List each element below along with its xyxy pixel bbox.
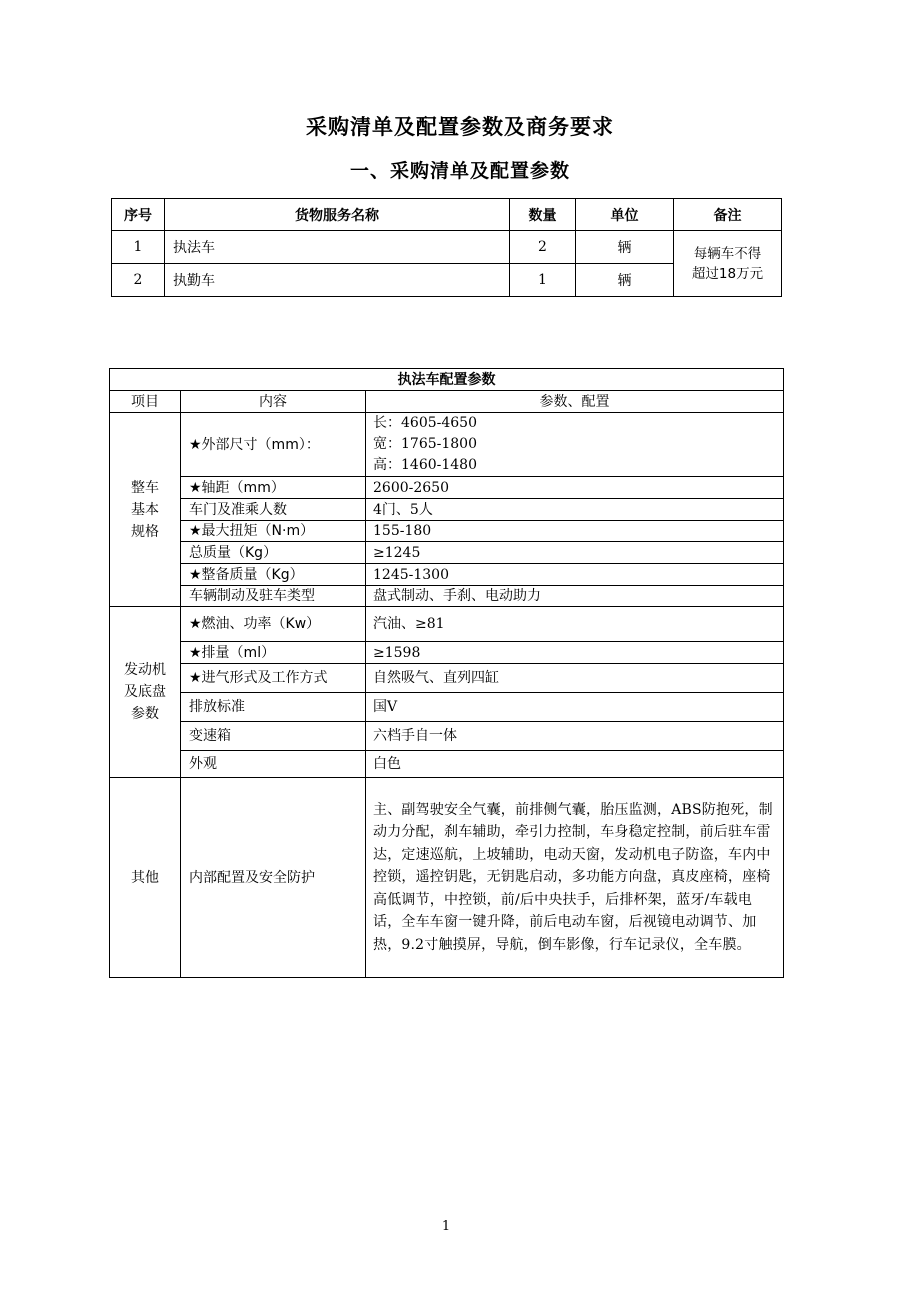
group-label-engine-chassis: 发动机 及底盘 参数 [110,607,181,778]
table-row [112,231,782,264]
table-row [110,413,784,477]
table-row [110,722,784,751]
item-cell: ★整备质量（Kg） [181,564,366,586]
item-cell: 内部配置及安全防护 [181,778,366,978]
quantity-cell: 2 [510,231,576,264]
table-row [110,542,784,564]
section-title: 一、采购清单及配置参数 [349,160,570,182]
value-cell: ≥1245 [366,542,784,564]
item-cell: ★排量（ml） [181,642,366,664]
item-cell: 变速箱 [181,722,366,751]
purchase-header-row [112,199,782,231]
item-cell: 排放标准 [181,693,366,722]
group-label-other: 其他 [110,778,181,978]
header-parameters: 参数、配置 [366,391,784,413]
item-cell: ★燃油、功率（Kw） [181,607,366,642]
remarks-line: 每辆车不得 [693,245,762,262]
header-unit: 单位 [576,199,674,231]
value-cell: 4门、5人 [366,499,784,521]
remarks-line: 超过18万元 [691,265,764,282]
header-goods-name: 货物服务名称 [165,199,510,231]
item-cell: 车辆制动及驻车类型 [181,586,366,607]
config-parameters-table [109,368,784,978]
unit-cell: 辆 [576,264,674,297]
serial-no-cell: 2 [112,264,165,297]
table-row [110,607,784,642]
group-label-vehicle-specs: 整车 基本 规格 [110,413,181,607]
table-row [110,642,784,664]
value-cell: 汽油、≥81 [366,607,784,642]
config-header-row [110,391,784,413]
item-cell: 外观 [181,751,366,778]
value-cell: 2600-2650 [366,477,784,499]
table-row [110,586,784,607]
goods-name-cell: 执勤车 [165,264,510,297]
item-cell: ★轴距（mm） [181,477,366,499]
item-cell: ★外部尺寸（mm）： [181,413,366,477]
header-serial-no: 序号 [112,199,165,231]
value-cell: 自然吸气、直列四缸 [366,664,784,693]
table-row [110,751,784,778]
item-cell: ★进气形式及工作方式 [181,664,366,693]
value-cell: 六档手自一体 [366,722,784,751]
page-number: 1 [441,1219,451,1234]
config-table-caption: 执法车配置参数 [110,369,784,391]
table-row [110,564,784,586]
table-row [110,778,784,978]
table-row [110,499,784,521]
unit-cell: 辆 [576,231,674,264]
table-row [110,693,784,722]
serial-no-cell: 1 [112,231,165,264]
value-cell: 主、副驾驶安全气囊，前排侧气囊，胎压监测，ABS防抱死，制动力分配，刹车辅助，牵引力控制，车身稳定控制，前后驻车雷达，定速巡航，上坡辅助，电动天窗，发动机电子防盗，车内中控锁，遥控钥匙，无钥匙启动，多功能方向盘，真皮座椅，座椅高低调节，中控锁，前/后中央扶手，后排杯架，蓝牙/车载电话，全车车窗一键升降，前后电动车窗，后视镜电动调节、加热，9.2寸触摸屏，导航，倒车影像，行车记录仪，全车膜。 [366,778,784,978]
header-category: 项目 [110,391,181,413]
header-remarks: 备注 [674,199,782,231]
value-cell: 1245-1300 [366,564,784,586]
goods-name-cell: 执法车 [165,231,510,264]
purchase-list-table [111,198,782,297]
item-cell: ★最大扭矩（N·m） [181,521,366,542]
value-cell: 155-180 [366,521,784,542]
quantity-cell: 1 [510,264,576,297]
config-caption-row [110,369,784,391]
remarks-cell [674,231,782,297]
value-cell: ≥1598 [366,642,784,664]
value-cell: 盘式制动、手刹、电动助力 [366,586,784,607]
header-content: 内容 [181,391,366,413]
value-cell: 白色 [366,751,784,778]
item-cell: 总质量（Kg） [181,542,366,564]
document-title: 采购清单及配置参数及商务要求 [306,115,614,139]
header-quantity: 数量 [510,199,576,231]
value-cell: 长：4605-4650 宽：1765-1800 高：1460-1480 [366,413,784,477]
table-row [110,477,784,499]
table-row [110,521,784,542]
item-cell: 车门及准乘人数 [181,499,366,521]
value-cell: 国V [366,693,784,722]
table-row [110,664,784,693]
